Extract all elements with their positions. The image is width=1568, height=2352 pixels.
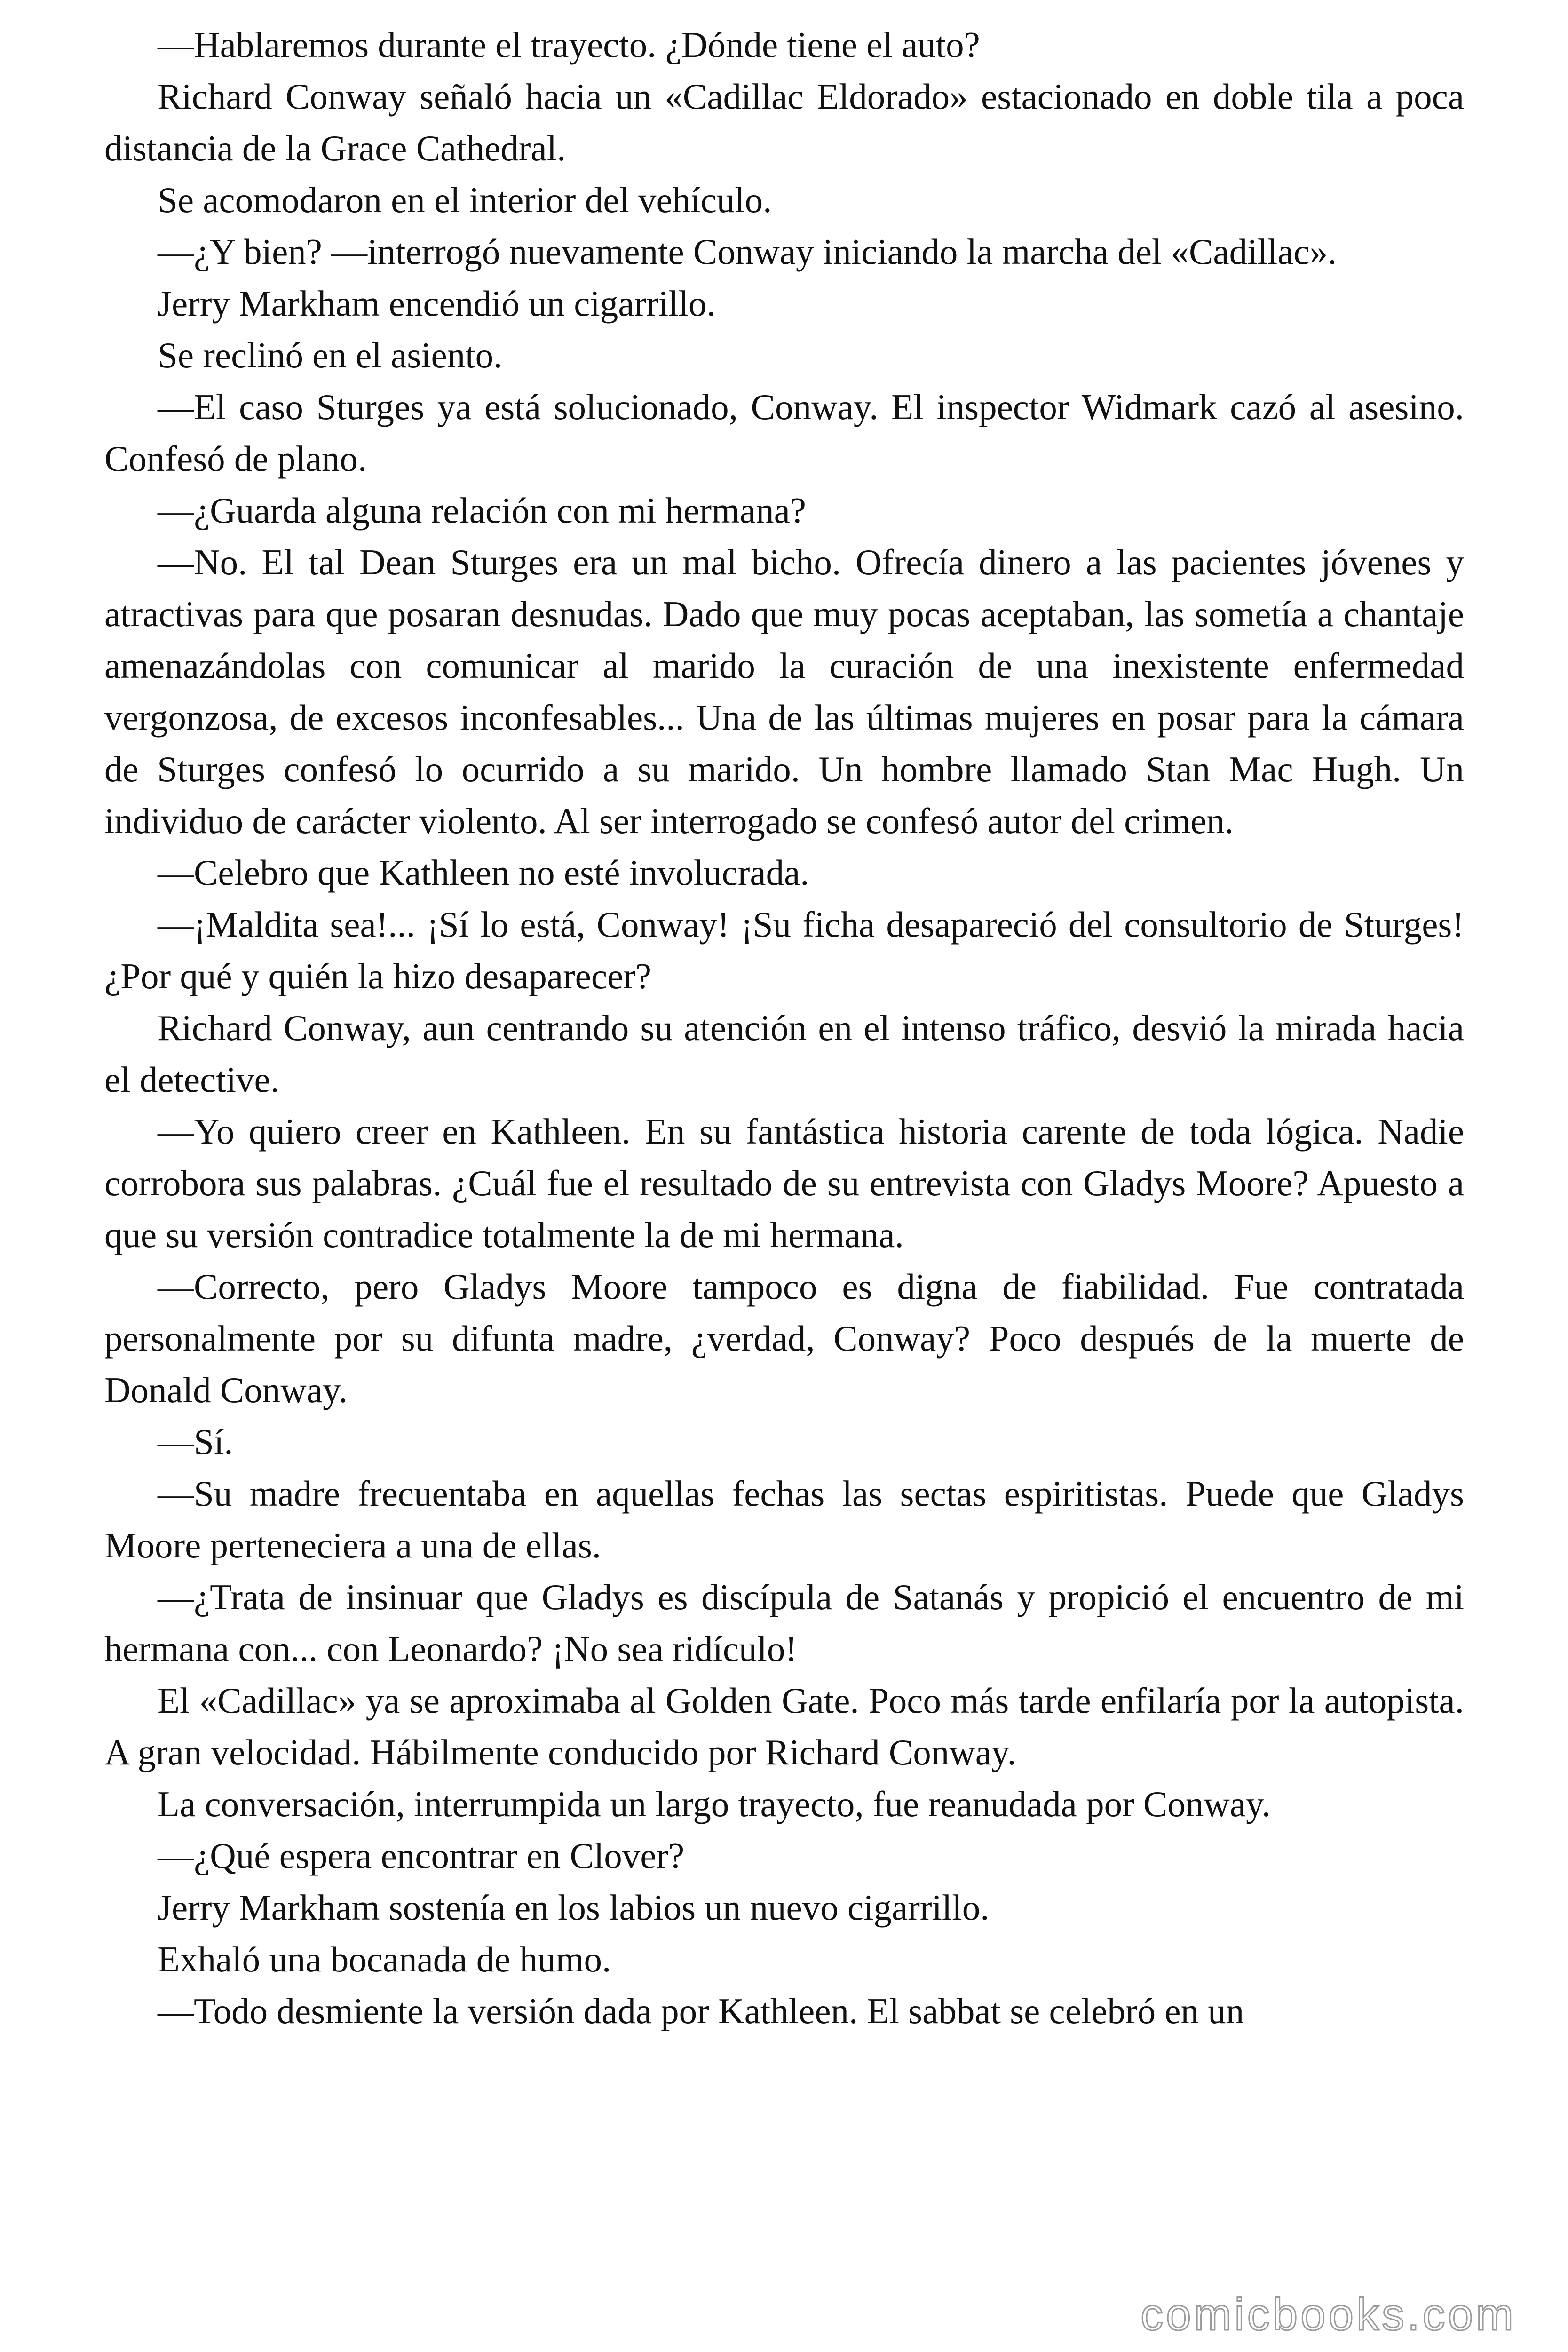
paragraph: Exhaló una bocanada de humo. [158, 1939, 611, 1979]
paragraph: —Su madre frecuentaba en aquellas fechas las sectas espiritistas. Puede que Gladys Moore perteneciera a una de ellas. [104, 1473, 1464, 1565]
paragraph: Richard Conway señaló hacia un «Cadillac Eldorado» estacionado en doble tila a poca distancia de la Grace Cathedral. [104, 76, 1464, 168]
paragraph: Se acomodaron en el interior del vehículo. [158, 180, 772, 220]
paragraph: —¿Guarda alguna relación con mi hermana? [158, 490, 806, 531]
paragraph: Richard Conway, aun centrando su atención en el intenso tráfico, desvió la mirada hacia el detective. [104, 1008, 1464, 1100]
paragraph: —El caso Sturges ya está solucionado, Conway. El inspector Widmark cazó al asesino. Confesó de plano. [104, 387, 1464, 479]
paragraph: El «Cadillac» ya se aproximaba al Golden Gate. Poco más tarde enfilaría por la autopista. A gran velocidad. Hábilmente conducido por Richard Conway. [104, 1680, 1464, 1772]
paragraph: —¿Y bien? —interrogó nuevamente Conway iniciando la marcha del «Cadillac». [158, 231, 1337, 272]
paragraph: —No. El tal Dean Sturges era un mal bicho. Ofrecía dinero a las pacientes jóvenes y atractivas para que posaran desnudas. Dado que muy pocas aceptaban, las sometía a chantaje amenazándolas con comunicar al marido la curación de una inexistente enfermedad vergonzosa, de excesos inconfesables... Una de las últimas mujeres en posar para la cámara de Sturges confesó lo ocurrido a su marido. Un hombre llamado Stan Mac Hugh. Un individuo de carácter violento. Al ser interrogado se confesó autor del crimen. [104, 542, 1464, 841]
paragraph: Jerry Markham encendió un cigarrillo. [158, 283, 716, 324]
paragraph: —¡Maldita sea!... ¡Sí lo está, Conway! ¡Su ficha desapareció del consultorio de Sturges! ¿Por qué y quién la hizo desaparecer? [104, 904, 1464, 996]
paragraph: Se reclinó en el asiento. [158, 335, 503, 375]
book-page [104, 19, 1464, 2343]
paragraph: —Yo quiero creer en Kathleen. En su fantástica historia carente de toda lógica. Nadie corrobora sus palabras. ¿Cuál fue el resultado de su entrevista con Gladys Moore? Apuesto a que su versión contradice totalmente la de mi hermana. [104, 1111, 1464, 1255]
paragraph: La conversación, interrumpida un largo trayecto, fue reanudada por Conway. [158, 1784, 1271, 1824]
paragraph: —Hablaremos durante el trayecto. ¿Dónde tiene el auto? [158, 24, 980, 65]
paragraph: —¿Trata de insinuar que Gladys es discípula de Satanás y propició el encuentro de mi hermana con... con Leonardo? ¡No sea ridículo! [104, 1577, 1464, 1669]
watermark-logo: comicbooks.com [1140, 2289, 1516, 2340]
paragraph: —Sí. [158, 1422, 233, 1462]
paragraph: —Celebro que Kathleen no esté involucrada. [158, 852, 809, 893]
paragraph: —Todo desmiente la versión dada por Kathleen. El sabbat se celebró en un [158, 1991, 1244, 2031]
paragraph: —¿Qué espera encontrar en Clover? [158, 1836, 685, 1876]
paragraph: —Correcto, pero Gladys Moore tampoco es digna de fiabilidad. Fue contratada personalmente por su difunta madre, ¿verdad, Conway? Poco después de la muerte de Donald Conway. [104, 1266, 1464, 1410]
paragraph: Jerry Markham sostenía en los labios un nuevo cigarrillo. [158, 1887, 990, 1928]
